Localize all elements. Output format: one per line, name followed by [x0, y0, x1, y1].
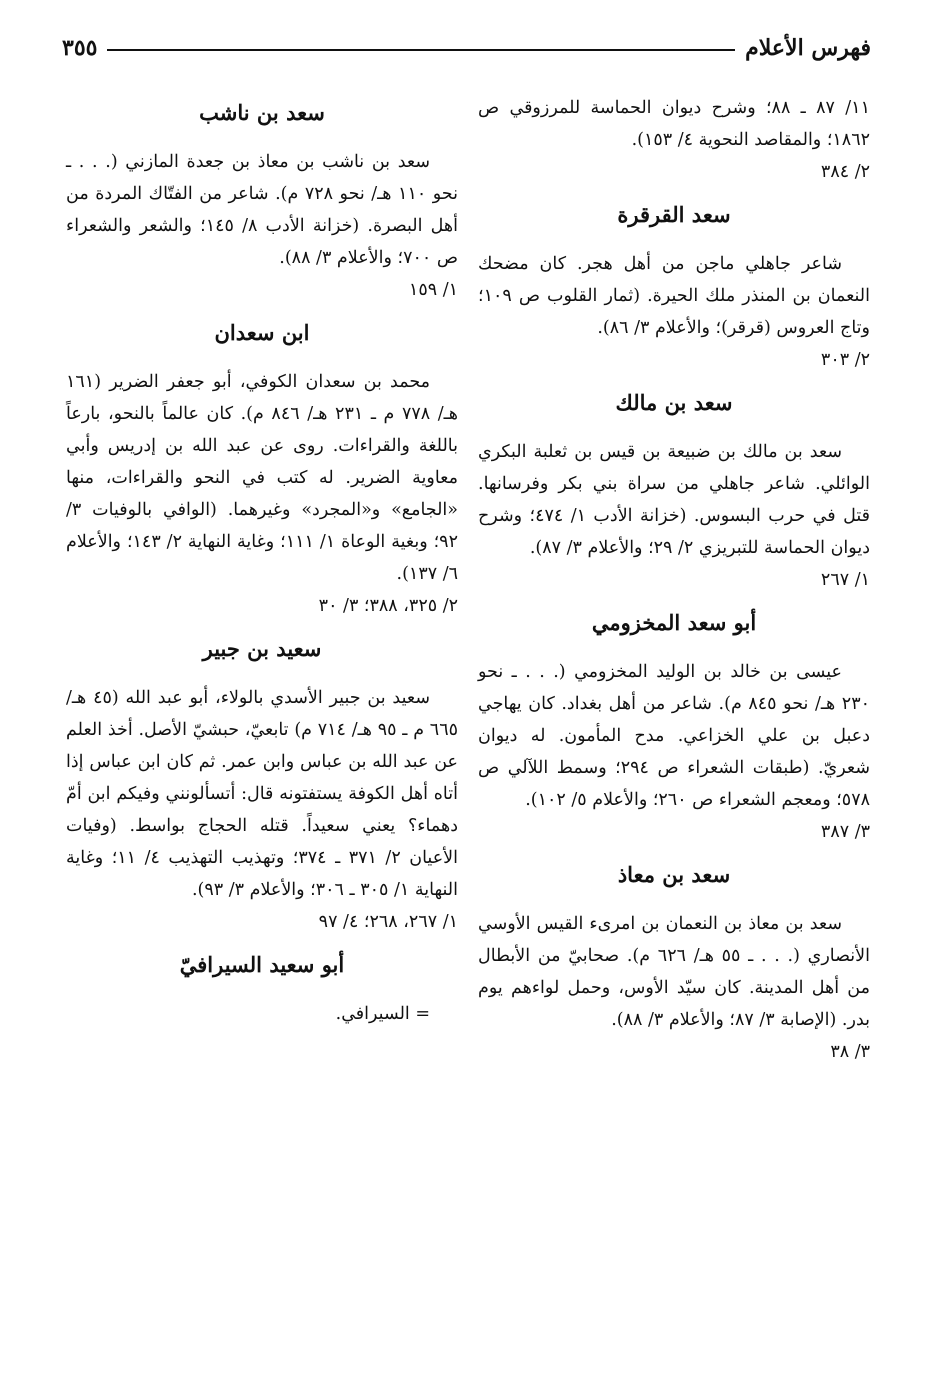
- page-header: [62, 26, 871, 70]
- page-number: ٣٥٥: [62, 35, 98, 61]
- running-title: فهرس الأعلام: [745, 35, 871, 61]
- entry-ref: ٢/ ٣٠٣: [820, 350, 870, 370]
- entry: [478, 608, 870, 848]
- entry-ref: ١/ ٢٦٧، ٢٦٨؛ ٤/ ٩٧: [318, 912, 458, 932]
- entry-body: محمد بن سعدان الكوفي، أبو جعفر الضرير (١٦١ هـ/ ٧٧٨ م ـ ٢٣١ هـ/ ٨٤٦ م). كان عالماً بالنحو، بارعاً باللغة والقراءات. روى عن عبد الله بن إدريس وأبي معاوية الضرير. له كتب في النحو والقراءات، منها «الجامع» و«المجرد» وغيرهما. (الوافي بالوفيات ٣/ ٩٢؛ وبغية الوعاة ١/ ١١١؛ وغاية النهاية ٢/ ١٤٣؛ والأعلام ٦/ ١٣٧).: [66, 372, 458, 584]
- entry-body: شاعر جاهلي ماجن من أهل هجر. كان مضحك النعمان بن المنذر ملك الحيرة. (ثمار القلوب ص ١٠٩؛ وتاج العروس (قرقر)؛ والأعلام ٣/ ٨٦).: [478, 254, 870, 338]
- entry-title: سعد بن مالك: [615, 390, 733, 415]
- entry: [478, 860, 870, 1068]
- entry-title: سعيد بن جبير: [202, 636, 322, 661]
- right-column: [478, 92, 870, 1080]
- entry-title: ابن سعدان: [214, 320, 310, 345]
- entry-title: سعد القرقرة: [617, 202, 731, 227]
- entry-body: عيسى بن خالد بن الوليد المخزومي (. . . ـ نحو ٢٣٠ هـ/ نحو ٨٤٥ م). شاعر من أهل بغداد. كان يهاجي دعبل بن علي الخزاعي. مدح المأمون. له ديوان شعريّ. (طبقات الشعراء ص ٢٩٤؛ وسمط اللآلي ص ٥٧٨؛ ومعجم الشعراء ص ٢٦٠؛ والأعلام ٥/ ١٠٢).: [478, 662, 870, 810]
- entry: [66, 634, 458, 938]
- entry: [478, 200, 870, 376]
- header-rule: [107, 49, 735, 51]
- entry-ref: ٣/ ٣٨: [830, 1042, 870, 1062]
- continuation-entry: [478, 92, 870, 188]
- entry-ref: ٣/ ٣٨٧: [820, 822, 870, 842]
- entry: [66, 950, 458, 1030]
- entry: [66, 98, 458, 306]
- entry: [478, 388, 870, 596]
- entry-title: سعد بن معاذ: [617, 862, 731, 887]
- entry-body: سعد بن مالك بن ضبيعة بن قيس بن ثعلبة البكري الوائلي. شاعر جاهلي من سراة بني بكر وفرسانها. قتل في حرب البسوس. (خزانة الأدب ١/ ٤٧٤؛ وشرح ديوان الحماسة للتبريزي ٢/ ٢٩؛ والأعلام ٣/ ٨٧).: [478, 442, 870, 558]
- entry: [66, 318, 458, 622]
- entry-title: أبو سعد المخزومي: [591, 610, 757, 635]
- entry-body: سعد بن معاذ بن النعمان بن امرىء القيس الأوسي الأنصاري (. . . ـ ٥٥ هـ/ ٦٢٦ م). صحابيّ من الأبطال من أهل المدينة. كان سيّد الأوس، وحمل لواءهم يوم بدر. (الإصابة ٣/ ٨٧؛ والأعلام ٣/ ٨٨).: [478, 914, 870, 1030]
- entry-title: أبو سعيد السيرافيّ: [179, 952, 345, 977]
- continuation-ref: ٢/ ٣٨٤: [820, 162, 870, 182]
- entry-body: = السيرافي.: [335, 1004, 430, 1024]
- continuation-body: ١١/ ٨٧ ـ ٨٨؛ وشرح ديوان الحماسة للمرزوقي ص ١٨٦٢؛ والمقاصد النحوية ٤/ ١٥٣).: [478, 98, 870, 150]
- entry-ref: ١/ ٢٦٧: [820, 570, 870, 590]
- entry-body: سعد بن ناشب بن معاذ بن جعدة المازني (. . . ـ نحو ١١٠ هـ/ نحو ٧٢٨ م). شاعر من الفتّاك المردة من أهل البصرة. (خزانة الأدب ٨/ ١٤٥؛ والشعر والشعراء ص ٧٠٠؛ والأعلام ٣/ ٨٨).: [66, 152, 458, 268]
- entry-ref: ١/ ١٥٩: [408, 280, 458, 300]
- entry-body: سعيد بن جبير الأسدي بالولاء، أبو عبد الله (٤٥ هـ/ ٦٦٥ م ـ ٩٥ هـ/ ٧١٤ م) تابعيّ، حبشيّ الأصل. أخذ العلم عن عبد الله بن عباس وابن عمر. ثم كان ابن عباس إذا أتاه أهل الكوفة يستفتونه قال: أتسألونني وفيكم ابن أمّ دهماء؟ يعني سعيداً. قتله الحجاج بواسط. (وفيات الأعيان ٢/ ٣٧١ ـ ٣٧٤؛ وتهذيب التهذيب ٤/ ١١؛ وغاية النهاية ١/ ٣٠٥ ـ ٣٠٦؛ والأعلام ٣/ ٩٣).: [66, 688, 458, 900]
- entry-ref: ٢/ ٣٢٥، ٣٨٨؛ ٣/ ٣٠: [318, 596, 458, 616]
- entry-title: سعد بن ناشب: [199, 100, 325, 125]
- left-column: [66, 92, 458, 1042]
